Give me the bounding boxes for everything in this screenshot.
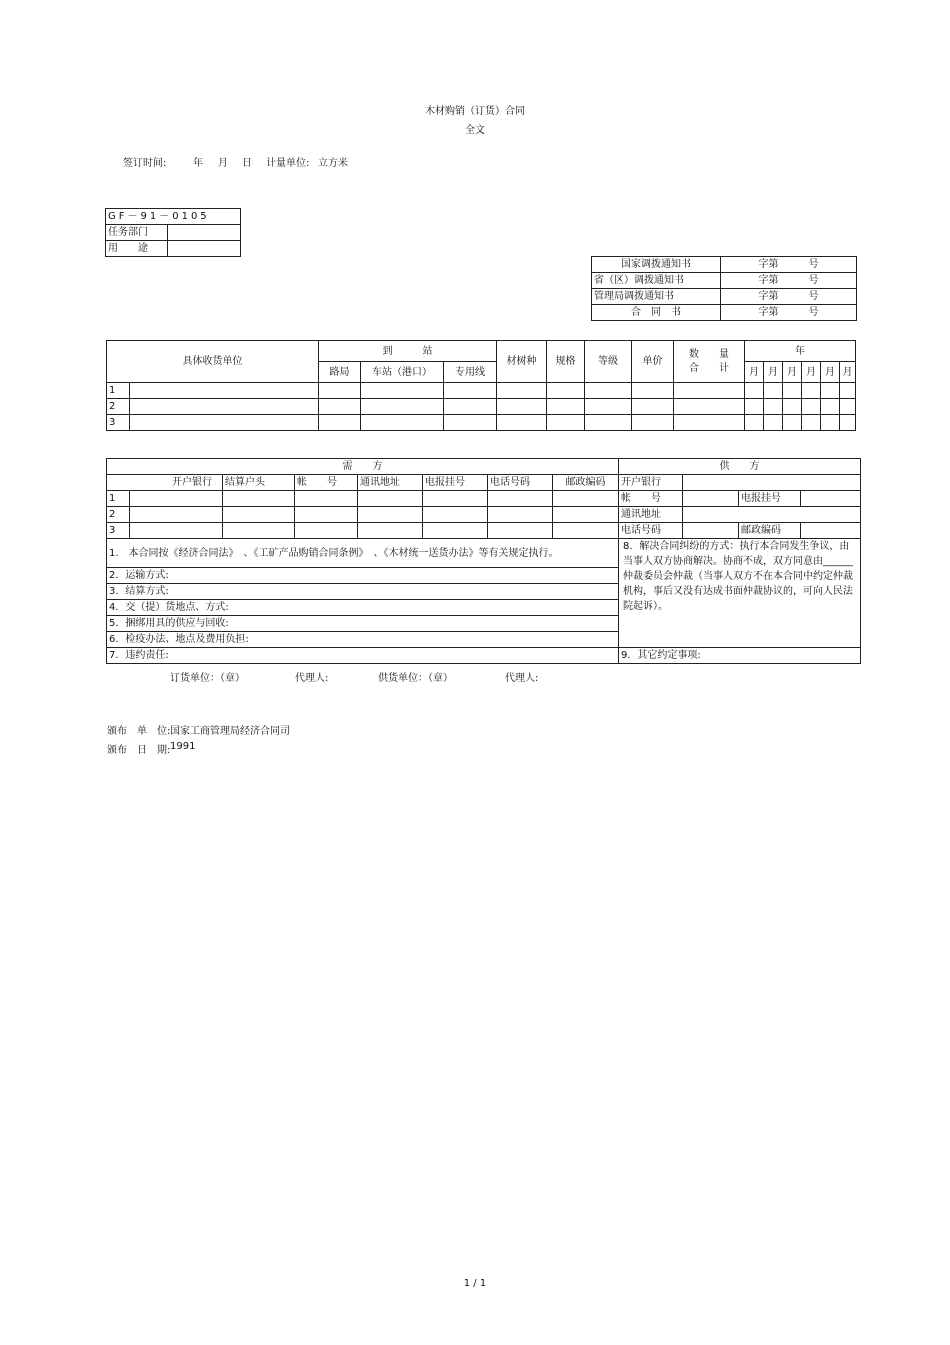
demand-header: 需 方 bbox=[107, 459, 619, 475]
supply-account-value[interactable] bbox=[683, 491, 739, 507]
cell[interactable] bbox=[745, 399, 764, 415]
clause-5: 5．捆绑用具的供应与回收: bbox=[107, 616, 619, 632]
month-header: 月 bbox=[840, 362, 856, 383]
cell[interactable] bbox=[585, 399, 632, 415]
issue-date-value: 1991 bbox=[170, 741, 196, 752]
cell[interactable] bbox=[764, 399, 783, 415]
cell[interactable] bbox=[802, 415, 821, 431]
supply-account-label: 帐 号 bbox=[619, 491, 683, 507]
cell[interactable] bbox=[319, 415, 361, 431]
party-table bbox=[106, 458, 861, 664]
clause-9: 9．其它约定事项: bbox=[619, 648, 861, 664]
cell[interactable] bbox=[130, 523, 223, 539]
clause-1: 1. 本合同按《经济合同法》 、《工矿产品购销合同条例》 、《木材统一送货办法》等有关规定执行。 bbox=[107, 539, 619, 568]
notice-label: 省（区）调拨通知书 bbox=[592, 273, 721, 289]
cell[interactable] bbox=[547, 415, 585, 431]
address-header: 通讯地址 bbox=[358, 475, 423, 491]
cell[interactable] bbox=[223, 507, 295, 523]
cell[interactable] bbox=[130, 415, 319, 431]
supply-bank-label: 开户银行 bbox=[619, 475, 683, 491]
sign-day: 日 bbox=[242, 158, 252, 169]
cell[interactable] bbox=[295, 491, 358, 507]
row-number: 3 bbox=[107, 415, 130, 431]
supply-telegraph-label: 电报挂号 bbox=[739, 491, 801, 507]
cell[interactable] bbox=[783, 383, 802, 399]
cell[interactable] bbox=[840, 399, 856, 415]
form-code: GF－91－0105 bbox=[106, 209, 241, 225]
cell[interactable] bbox=[783, 415, 802, 431]
month-header: 月 bbox=[764, 362, 783, 383]
clause-4: 4．交（提）货地点、方式: bbox=[107, 600, 619, 616]
notice-value: 字第 号 bbox=[721, 289, 857, 305]
cell[interactable] bbox=[497, 383, 547, 399]
cell[interactable] bbox=[764, 383, 783, 399]
cell[interactable] bbox=[444, 415, 497, 431]
cell[interactable] bbox=[444, 383, 497, 399]
clause-7: 7．违约责任: bbox=[107, 648, 619, 664]
form-code-box bbox=[105, 208, 241, 257]
cell[interactable] bbox=[764, 415, 783, 431]
clause-2: 2．运输方式: bbox=[107, 568, 619, 584]
supply-postal-value[interactable] bbox=[801, 523, 861, 539]
buyer-seal: 订货单位：（章） bbox=[170, 673, 245, 684]
notice-box bbox=[591, 256, 857, 321]
issue-date-label: 颁布 日 期: bbox=[107, 745, 171, 756]
cell[interactable] bbox=[319, 383, 361, 399]
unit-label: 计量单位: bbox=[266, 158, 310, 169]
cell[interactable] bbox=[821, 399, 840, 415]
table-row bbox=[107, 507, 861, 523]
notice-value: 字第 号 bbox=[721, 273, 857, 289]
table-row bbox=[107, 523, 861, 539]
cell[interactable] bbox=[553, 523, 619, 539]
clause-6: 6．检疫办法、地点及费用负担: bbox=[107, 632, 619, 648]
row-number: 2 bbox=[107, 507, 130, 523]
arrival-header: 到 站 bbox=[319, 341, 497, 362]
cell[interactable] bbox=[745, 415, 764, 431]
month-header: 月 bbox=[783, 362, 802, 383]
goods-table bbox=[106, 340, 856, 431]
spec-header: 规格 bbox=[547, 341, 585, 383]
clause-3: 3．结算方式: bbox=[107, 584, 619, 600]
cell[interactable] bbox=[674, 415, 745, 431]
price-header: 单价 bbox=[632, 341, 674, 383]
sign-month: 月 bbox=[218, 158, 228, 169]
notice-label: 国家调拨通知书 bbox=[592, 257, 721, 273]
bank-header: 开户银行 bbox=[107, 475, 223, 491]
cell[interactable] bbox=[423, 491, 488, 507]
account-no-header: 帐 号 bbox=[295, 475, 358, 491]
month-header: 月 bbox=[745, 362, 764, 383]
table-row bbox=[107, 491, 861, 507]
cell[interactable] bbox=[361, 383, 444, 399]
row-number: 1 bbox=[107, 383, 130, 399]
cell[interactable] bbox=[358, 523, 423, 539]
cell[interactable] bbox=[547, 383, 585, 399]
month-header: 月 bbox=[821, 362, 840, 383]
cell[interactable] bbox=[130, 491, 223, 507]
cell[interactable] bbox=[674, 383, 745, 399]
cell[interactable] bbox=[783, 399, 802, 415]
cell[interactable] bbox=[632, 415, 674, 431]
purpose-value[interactable] bbox=[168, 241, 241, 257]
cell[interactable] bbox=[585, 415, 632, 431]
document-subtitle: 全文 bbox=[465, 125, 485, 136]
purpose-label: 用 途 bbox=[106, 241, 168, 257]
cell[interactable] bbox=[632, 399, 674, 415]
table-row bbox=[107, 399, 856, 415]
notice-value: 字第 号 bbox=[721, 305, 857, 321]
cell[interactable] bbox=[130, 399, 319, 415]
seller-seal: 供货单位：（章） bbox=[378, 673, 453, 684]
station-header: 车站（港口） bbox=[361, 362, 444, 383]
receiver-header: 具体收货单位 bbox=[107, 341, 319, 383]
notice-label: 合 同 书 bbox=[592, 305, 721, 321]
table-row bbox=[107, 415, 856, 431]
cell[interactable] bbox=[295, 507, 358, 523]
cell[interactable] bbox=[553, 507, 619, 523]
grade-header: 等级 bbox=[585, 341, 632, 383]
unit-value: 立方米 bbox=[318, 158, 348, 169]
task-dept-label: 任务部门 bbox=[106, 225, 168, 241]
quantity-bottom: 合 计 bbox=[689, 362, 730, 374]
cell[interactable] bbox=[497, 399, 547, 415]
cell[interactable] bbox=[585, 383, 632, 399]
cell[interactable] bbox=[547, 399, 585, 415]
account-holder-header: 结算户头 bbox=[223, 475, 295, 491]
phone-header: 电话号码 bbox=[488, 475, 553, 491]
cell[interactable] bbox=[358, 507, 423, 523]
row-number: 1 bbox=[107, 491, 130, 507]
bureau-header: 路局 bbox=[319, 362, 361, 383]
postal-header: 邮政编码 bbox=[553, 475, 619, 491]
cell[interactable] bbox=[223, 491, 295, 507]
cell[interactable] bbox=[632, 383, 674, 399]
supply-phone-value[interactable] bbox=[683, 523, 739, 539]
document-title: 木材购销（订货）合同 bbox=[425, 106, 525, 117]
cell[interactable] bbox=[821, 415, 840, 431]
task-dept-value[interactable] bbox=[168, 225, 241, 241]
cell[interactable] bbox=[295, 523, 358, 539]
issuer-label: 颁布 单 位: bbox=[107, 726, 171, 737]
table-row bbox=[107, 383, 856, 399]
cell[interactable] bbox=[130, 383, 319, 399]
line-header: 专用线 bbox=[444, 362, 497, 383]
seller-agent: 代理人: bbox=[505, 673, 539, 684]
cell[interactable] bbox=[319, 399, 361, 415]
supply-header: 供 方 bbox=[619, 459, 861, 475]
quantity-header bbox=[674, 341, 745, 383]
cell[interactable] bbox=[821, 383, 840, 399]
buyer-agent: 代理人: bbox=[295, 673, 329, 684]
cell[interactable] bbox=[488, 523, 553, 539]
supply-telegraph-value[interactable] bbox=[801, 491, 861, 507]
cell[interactable] bbox=[358, 491, 423, 507]
cell[interactable] bbox=[361, 415, 444, 431]
telegraph-header: 电报挂号 bbox=[423, 475, 488, 491]
cell[interactable] bbox=[423, 523, 488, 539]
quantity-top: 数 量 bbox=[689, 348, 730, 360]
row-number: 3 bbox=[107, 523, 130, 539]
sign-time-label: 签订时间: bbox=[123, 158, 167, 169]
cell[interactable] bbox=[840, 383, 856, 399]
month-header: 月 bbox=[802, 362, 821, 383]
clause-8: 8．解决合同纠纷的方式：执行本合同发生争议，由当事人双方协商解决。协商不成，双方同意由______仲裁委员会仲裁（当事人双方不在本合同中约定仲裁机构，事后又没有达成书面仲裁协议的，可向人民法院起诉）。 bbox=[619, 539, 861, 648]
cell[interactable] bbox=[802, 383, 821, 399]
species-header: 材树种 bbox=[497, 341, 547, 383]
notice-label: 管理局调拨通知书 bbox=[592, 289, 721, 305]
cell[interactable] bbox=[840, 415, 856, 431]
cell[interactable] bbox=[488, 507, 553, 523]
supply-postal-label: 邮政编码 bbox=[739, 523, 801, 539]
page-number: 1 / 1 bbox=[463, 1278, 487, 1289]
cell[interactable] bbox=[444, 399, 497, 415]
year-header: 年 bbox=[745, 341, 856, 362]
supply-phone-label: 电话号码 bbox=[619, 523, 683, 539]
sign-year: 年 bbox=[193, 158, 203, 169]
cell[interactable] bbox=[497, 415, 547, 431]
supply-address-label: 通讯地址 bbox=[619, 507, 683, 523]
cell[interactable] bbox=[361, 399, 444, 415]
cell[interactable] bbox=[674, 399, 745, 415]
cell[interactable] bbox=[423, 507, 488, 523]
cell[interactable] bbox=[488, 491, 553, 507]
supply-bank-value[interactable] bbox=[683, 475, 861, 491]
cell[interactable] bbox=[553, 491, 619, 507]
issuer-value: 国家工商管理局经济合同司 bbox=[170, 726, 290, 737]
cell[interactable] bbox=[745, 383, 764, 399]
row-number: 2 bbox=[107, 399, 130, 415]
notice-value: 字第 号 bbox=[721, 257, 857, 273]
cell[interactable] bbox=[130, 507, 223, 523]
cell[interactable] bbox=[223, 523, 295, 539]
cell[interactable] bbox=[802, 399, 821, 415]
supply-address-value[interactable] bbox=[683, 507, 861, 523]
